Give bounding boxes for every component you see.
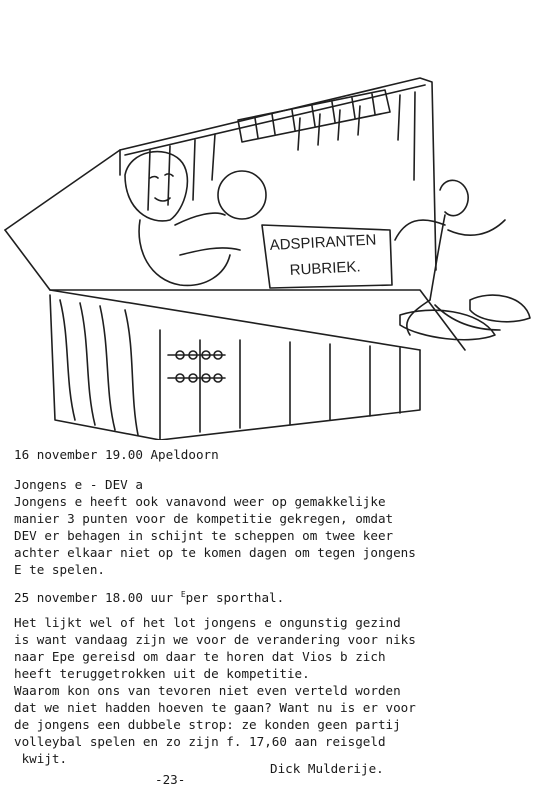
section1-match: Jongens e - DEV a: [14, 477, 143, 492]
section2-line-3: naar Epe gereisd om daar te horen dat Vios b zich: [14, 649, 386, 664]
section1-heading: 16 november 19.00 Apeldoorn: [14, 447, 219, 462]
section2-line-6: dat we niet hadden hoeven te gaan? Want nu is er voor: [14, 700, 416, 715]
section1-line-4: achter elkaar niet op te komen dagen om tegen jongens: [14, 545, 416, 560]
sign-text-line-1: ADSPIRANTEN: [269, 231, 377, 254]
section1-line-3: DEV er behagen in schijnt te scheppen om twee keer: [14, 528, 394, 543]
section2-line-9: kwijt.: [14, 751, 68, 766]
section1-line-5: E te spelen.: [14, 562, 105, 577]
section2-heading: [14, 586, 284, 606]
section2-line-2: is want vandaag zijn we voor de verandering voor niks: [14, 632, 416, 647]
section2-line-1: Het lijkt wel of het lot jongens e ongunstig gezind: [14, 615, 401, 630]
page-number: -23-: [155, 772, 186, 787]
section2-line-5: Waarom kon ons van tevoren niet even verteld worden: [14, 683, 401, 698]
section2-line-4: heeft teruggetrokken uit de kompetitie.: [14, 666, 310, 681]
signature: Dick Mulderije.: [270, 761, 384, 776]
sign-text-line-2: RUBRIEK.: [289, 258, 361, 279]
section2-heading-suffix: per sporthal.: [185, 590, 285, 606]
section1-line-1: Jongens e heeft ook vanavond weer op gemakkelijke: [14, 494, 386, 509]
section1-line-2: manier 3 punten voor de kompetitie gekregen, omdat: [14, 511, 394, 526]
section2-line-8: volleybal spelen en zo zijn f. 17,60 aan reisgeld: [14, 734, 386, 749]
section2-line-7: de jongens een dubbele strop: ze konden geen partij: [14, 717, 401, 732]
section2-heading-prefix: 25 november 18.00 uur: [14, 590, 181, 606]
section2-heading-superscript: E: [180, 590, 186, 599]
